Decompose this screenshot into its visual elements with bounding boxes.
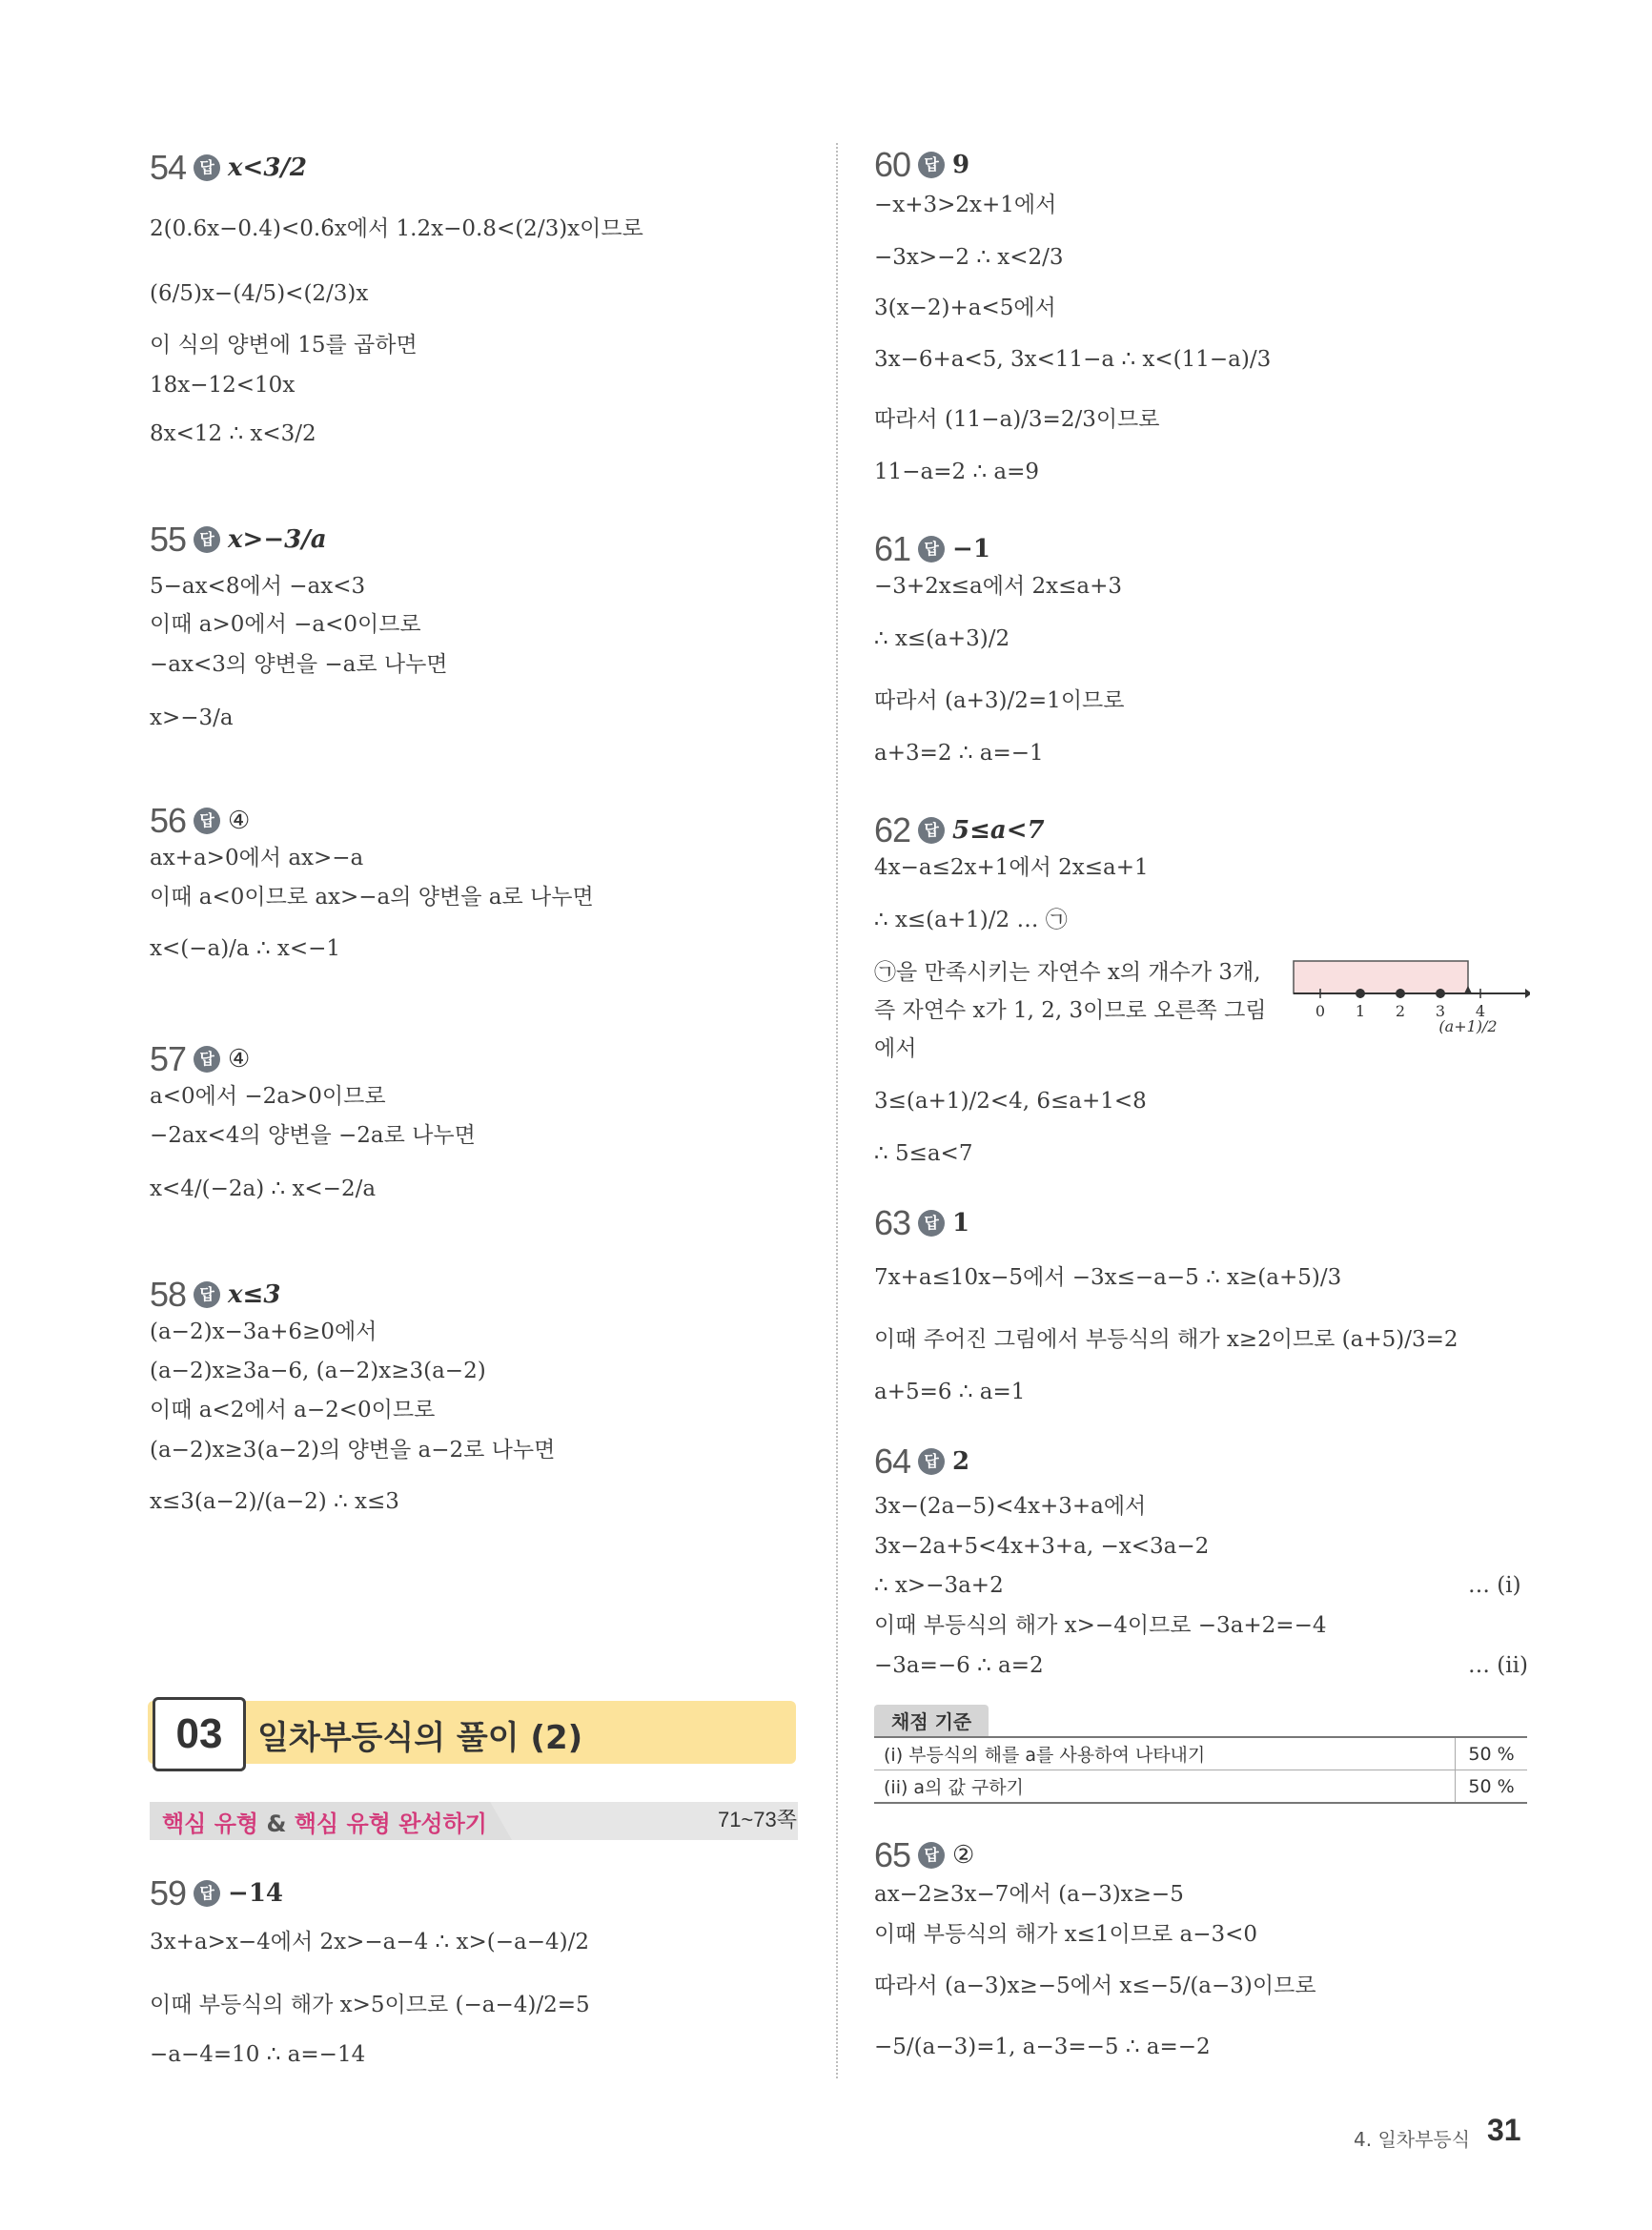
answer-badge: 답: [194, 154, 220, 181]
solution-line: 이 식의 양변에 15를 곱하면: [150, 333, 418, 358]
footer-section: 4. 일차부등식: [1354, 2128, 1471, 2151]
solution-line: x≤3(a−2)/(a−2) ∴ x≤3: [150, 1489, 399, 1514]
answer-badge: 답: [194, 808, 220, 834]
core-type-a: 핵심 유형: [162, 1811, 259, 1837]
core-type-b: 핵심 유형 완성하기: [294, 1811, 487, 1837]
answer-badge: 답: [194, 526, 220, 553]
problem-number: 65: [874, 1835, 911, 1874]
solution-line: 이때 a<0이므로 ax>−a의 양변을 a로 나누면: [150, 885, 594, 910]
solution-line: 3(x−2)+a<5에서: [874, 296, 1056, 320]
page-number: 31: [1487, 2113, 1521, 2147]
bound-label: (a+1)/2: [1438, 1017, 1498, 1035]
solution-line: 3x−2a+5<4x+3+a, −x<3a−2: [874, 1534, 1210, 1559]
solution-line: 에서: [874, 1036, 917, 1061]
answer: 2: [952, 1447, 970, 1476]
solution-line: (6/5)x−(4/5)<(2/3)x: [150, 281, 369, 306]
answer-badge: 답: [194, 1281, 220, 1308]
step-mark: … (ii): [1468, 1653, 1528, 1678]
table-row: [874, 1737, 1527, 1770]
problem-number: 54: [150, 148, 187, 187]
problem-number: 57: [150, 1039, 187, 1078]
solution-line: ∴ x>−3a+2: [874, 1573, 1004, 1598]
solution-line: 이때 a<2에서 a−2<0이므로: [150, 1398, 436, 1422]
tick-label: 0: [1315, 1002, 1326, 1020]
answer-badge: 답: [918, 1842, 945, 1869]
solution-line: (a−2)x−3a+6≥0에서: [150, 1320, 377, 1344]
tick-label: 3: [1435, 1002, 1446, 1020]
natural-number-point: [1396, 989, 1405, 998]
problem-65: [874, 1835, 974, 1875]
axis-arrow: [1525, 989, 1530, 998]
section-number: 03: [153, 1697, 246, 1771]
solution-range-shade: [1294, 961, 1468, 993]
answer: 9: [952, 151, 970, 179]
tick-label: 4: [1475, 1002, 1486, 1020]
core-type-amp: &: [266, 1811, 287, 1837]
solution-line: −3+2x≤a에서 2x≤a+3: [874, 574, 1123, 599]
problem-60: [874, 145, 969, 185]
solution-line: (a−2)x≥3a−6, (a−2)x≥3(a−2): [150, 1359, 486, 1383]
problem-number: 58: [150, 1275, 187, 1314]
section-title: 일차부등식의 풀이 (2): [257, 1719, 583, 1757]
answer-badge: 답: [918, 1210, 945, 1237]
answer: 5≤a<7: [952, 816, 1045, 845]
answer-badge: 답: [918, 817, 945, 844]
solution-line: −a−4=10 ∴ a=−14: [150, 2042, 366, 2067]
problem-number: 61: [874, 529, 911, 568]
problem-56: [150, 801, 250, 841]
answer-badge: 답: [918, 1448, 945, 1475]
natural-number-point: [1436, 989, 1445, 998]
solution-line: 3x+a>x−4에서 2x>−a−4 ∴ x>(−a−4)/2: [150, 1930, 589, 1954]
answer-badge: 답: [918, 152, 945, 178]
answer: ④: [228, 807, 251, 835]
solution-line: 따라서 (11−a)/3=2/3이므로: [874, 407, 1160, 432]
solution-line: 8x<12 ∴ x<3/2: [150, 421, 316, 446]
tick-label: 1: [1355, 1002, 1366, 1020]
grading-rubric: [874, 1705, 1527, 1804]
problem-number: 55: [150, 520, 187, 559]
answer: 1: [952, 1209, 970, 1238]
solution-line: 따라서 (a−3)x≥−5에서 x≤−5/(a−3)이므로: [874, 1974, 1316, 1998]
tick-label: 2: [1395, 1002, 1406, 1020]
solution-line: 따라서 (a+3)/2=1이므로: [874, 688, 1125, 713]
problem-number: 59: [150, 1873, 187, 1913]
problem-59: [150, 1873, 283, 1913]
solution-line: 11−a=2 ∴ a=9: [874, 460, 1040, 484]
column-divider: [836, 143, 838, 2078]
problem-number: 56: [150, 801, 187, 840]
solution-line: ax+a>0에서 ax>−a: [150, 846, 364, 870]
answer: −1: [952, 535, 990, 563]
solution-line: 이때 a>0에서 −a<0이므로: [150, 612, 421, 637]
problem-61: [874, 529, 990, 569]
core-type-pages: 71~73쪽: [717, 1808, 797, 1831]
solution-line: 7x+a≤10x−5에서 −3x≤−a−5 ∴ x≥(a+5)/3: [874, 1265, 1342, 1290]
problem-57: [150, 1039, 250, 1079]
answer: ④: [228, 1045, 251, 1074]
table-row: [874, 1770, 1527, 1804]
solution-line: 즉 자연수 x가 1, 2, 3이므로 오른쪽 그림: [874, 998, 1267, 1023]
step-mark: … (i): [1468, 1573, 1521, 1598]
answer: x<3/2: [228, 153, 308, 182]
rubric-percent: 50 %: [1456, 1770, 1528, 1804]
answer: x≤3: [228, 1280, 281, 1309]
rubric-item: (i) 부등식의 해를 a를 사용하여 나타내기: [874, 1737, 1456, 1770]
solution-line: ∴ x≤(a+1)/2 … ㉠: [874, 908, 1068, 932]
solution-line: a+3=2 ∴ a=−1: [874, 741, 1044, 766]
solution-line: x<(−a)/a ∴ x<−1: [150, 936, 341, 961]
problem-63: [874, 1203, 969, 1243]
rubric-percent: 50 %: [1456, 1737, 1528, 1770]
answer: x>−3/a: [228, 525, 327, 554]
answer-badge: 답: [194, 1046, 220, 1073]
solution-line: 3x−6+a<5, 3x<11−a ∴ x<(11−a)/3: [874, 347, 1272, 372]
solution-line: x<4/(−2a) ∴ x<−2/a: [150, 1176, 377, 1201]
problem-62: [874, 810, 1045, 850]
solution-line: 5−ax<8에서 −ax<3: [150, 574, 366, 599]
solution-line: a<0에서 −2a>0이므로: [150, 1084, 386, 1109]
answer: −14: [228, 1879, 284, 1908]
solution-line: 4x−a≤2x+1에서 2x≤a+1: [874, 855, 1149, 880]
solution-line: (a−2)x≥3(a−2)의 양변을 a−2로 나누면: [150, 1438, 556, 1463]
problem-number: 60: [874, 145, 911, 184]
solution-line: −5/(a−3)=1, a−3=−5 ∴ a=−2: [874, 2035, 1211, 2059]
solution-line: ax−2≥3x−7에서 (a−3)x≥−5: [874, 1882, 1184, 1907]
solution-line: 이때 부등식의 해가 x>5이므로 (−a−4)/2=5: [150, 1993, 590, 2017]
solution-line: ∴ 5≤a<7: [874, 1141, 973, 1166]
natural-number-point: [1356, 989, 1365, 998]
problem-number: 62: [874, 810, 911, 849]
solution-line: ∴ x≤(a+3)/2: [874, 626, 1010, 651]
solution-line: ㉠을 만족시키는 자연수 x의 개수가 3개,: [874, 960, 1261, 985]
rubric-table: [874, 1736, 1527, 1804]
answer: ②: [952, 1841, 975, 1870]
problem-64: [874, 1442, 969, 1482]
solution-line: −3a=−6 ∴ a=2: [874, 1653, 1044, 1678]
problem-58: [150, 1275, 280, 1315]
solution-line: 2(0.6x−0.4)<0.6̇x에서 1.2x−0.8<(2/3)x이므로: [150, 216, 643, 241]
problem-55: [150, 520, 327, 560]
problem-54: [150, 148, 307, 188]
rubric-item: (ii) a의 값 구하기: [884, 1777, 1024, 1798]
solution-line: 이때 부등식의 해가 x>−4이므로 −3a+2=−4: [874, 1613, 1327, 1638]
solution-line: 3≤(a+1)/2<4, 6≤a+1<8: [874, 1089, 1147, 1114]
solution-line: −3x>−2 ∴ x<2/3: [874, 245, 1064, 270]
number-line-figure: [1292, 951, 1530, 1056]
solution-line: −2ax<4의 양변을 −2a로 나누면: [150, 1123, 476, 1148]
answer-badge: 답: [918, 536, 945, 563]
solution-line: −ax<3의 양변을 −a로 나누면: [150, 652, 448, 677]
solution-line: a+5=6 ∴ a=1: [874, 1380, 1026, 1404]
problem-number: 63: [874, 1203, 911, 1242]
solution-line: 3x−(2a−5)<4x+3+a에서: [874, 1494, 1147, 1519]
rubric-title: 채점 기준: [874, 1705, 989, 1736]
core-type-label: [162, 1805, 487, 1838]
solution-line: −x+3>2x+1에서: [874, 193, 1057, 217]
solution-line: x>−3/a: [150, 706, 234, 730]
problem-number: 64: [874, 1442, 911, 1481]
solution-line: 이때 주어진 그림에서 부등식의 해가 x≥2이므로 (a+5)/3=2: [874, 1327, 1458, 1352]
solution-line: 18x−12<10x: [150, 373, 296, 398]
solution-line: 이때 부등식의 해가 x≤1이므로 a−3<0: [874, 1922, 1258, 1947]
answer-badge: 답: [194, 1880, 220, 1907]
